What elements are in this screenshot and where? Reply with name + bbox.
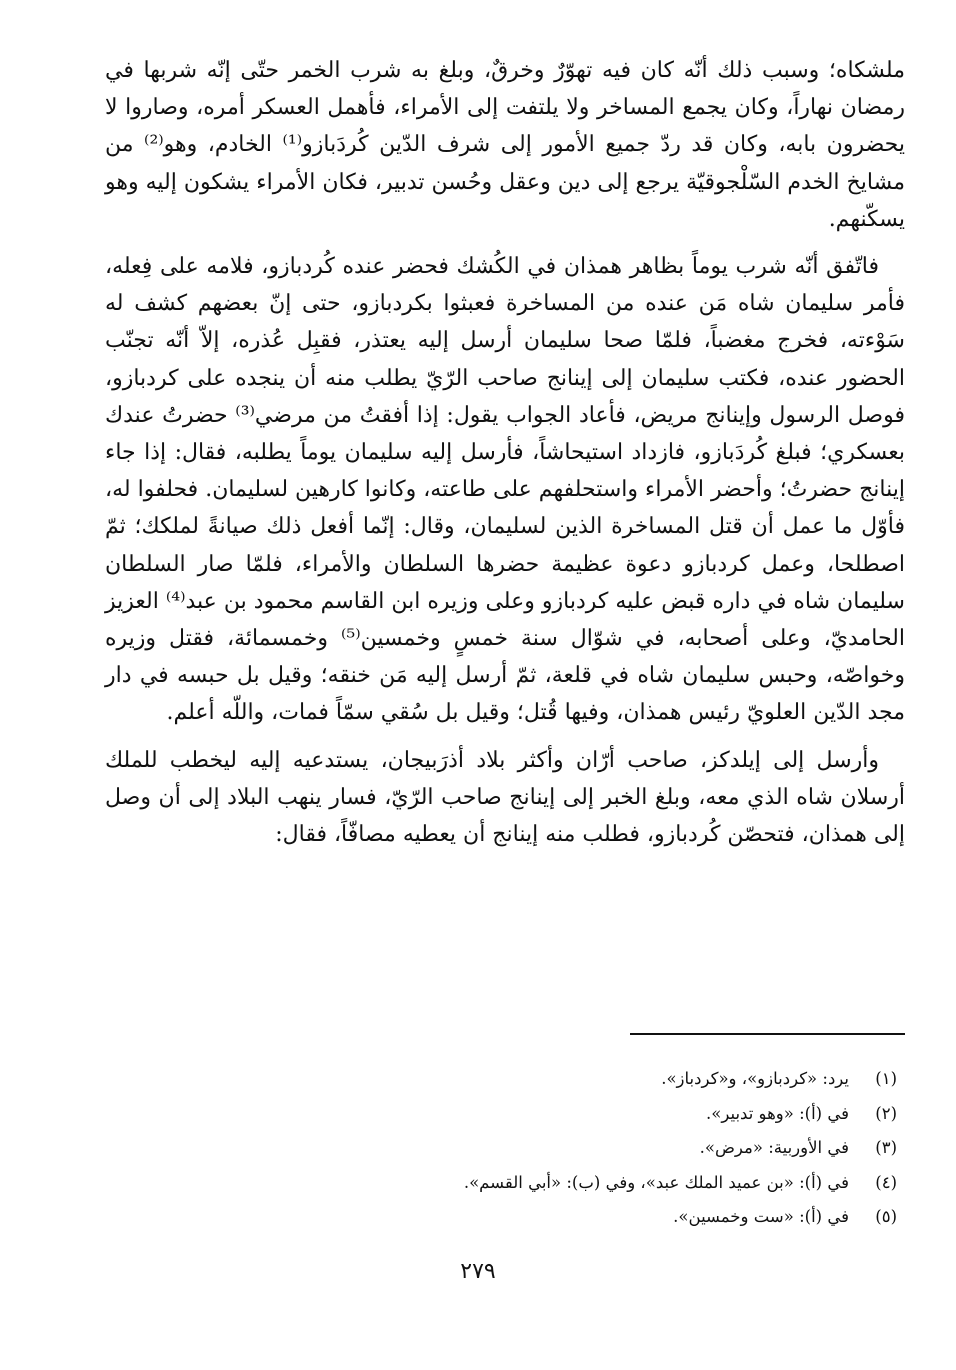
footnote-number: (٣) bbox=[875, 1138, 897, 1158]
book-page bbox=[105, 52, 905, 1352]
footnote-1 bbox=[105, 1062, 905, 1097]
page-number: ٢٧٩ bbox=[460, 1259, 496, 1284]
footnote-number: (٢) bbox=[875, 1103, 897, 1123]
footnotes bbox=[105, 1062, 905, 1235]
paragraph-2: فاتّفق أنّه شرب يوماً بظاهر همذان في الكُشك فحضر عنده كُردبازو، فلامه على فِعله، فأمر سليمان شاه مَن عنده من المساخرة فعبثوا بكردبازو، حتى إنّ بعضهم كشف له سَوْءته، فخرج مغضباً، فلمّا صحا سليمان أرسل إليه يعتذر، فقبِل عُذره، إلاّ أنّه تجنّب الحضور عنده، فكتب سليمان إلى إينانج صاحب الرّيّ يطلب منه أن ينجده على كردبازو، فوصل الرسول وإينانج مريض، فأعاد الجواب يقول: إذا أفقتُ من مرضي⁽³⁾ حضرتُ عندك بعسكري؛ فبلغ كُردَبازو، فازداد استيحاشاً، فأرسل إليه سليمان يوماً يطلبه، فقال: إذا جاء إينانج حضرتُ؛ وأحضر الأمراء واستحلفهم على طاعته، وكانوا كارهين لسليمان. فحلفوا له، فأوّل ما عمل أن قتل المساخرة الذين لسليمان، وقال: إنّما أفعل ذلك صيانةً لملكك؛ ثمّ اصطلحا، وعمل كردبازو دعوة عظيمة حضرها السلطان والأمراء، فلمّا صار السلطان سليمان شاه في داره قبض عليه كردبازو وعلى وزيره ابن القاسم محمود بن عبد⁽⁴⁾ العزيز الحامديّ، وعلى أصحابه، في شوّال سنة خمسٍ وخمسين⁽⁵⁾ وخمسمائة، فقتل وزيره وخواصّه، وحبس سليمان شاه في قلعة، ثمّ أرسل إليه مَن خنقه؛ وقيل بل حبسه في دار مجد الدّين العلويّ رئيس همذان، وفيها قُتل؛ وقيل بل سُقي سمّاً فمات، واللّه أعلم. bbox=[105, 254, 906, 726]
footnote-5 bbox=[105, 1200, 905, 1235]
footnote-text: في الأوربية: «مرض». bbox=[699, 1138, 849, 1158]
footnote-text: في (أ): «بن عميد الملك عبد»، وفي (ب): «أبي القسم». bbox=[463, 1172, 849, 1192]
paragraph-1: ملشكاه؛ وسبب ذلك أنّه كان فيه تهوّرٌ وخرقٌ، وبلغ به شرب الخمر حتّى إنّه شربها في رمضان نهاراً، وكان يجمع المساخر ولا يلتفت إلى الأمراء، فأهمل العسكر أمره، وصاروا لا يحضرون بابه، وكان قد ردّ جميع الأمور إلى شرف الدّين كُردَبازو⁽¹⁾ الخادم، وهو⁽²⁾ من مشايخ الخدم السّلْجوقيّة يرجع إلى دين وعقل وحُسن تدبير، فكان الأمراء يشكون إليه وهو يسكّنهم. bbox=[105, 58, 905, 232]
footnote-text: في (أ): «وهو تدبير». bbox=[706, 1103, 849, 1123]
paragraph-3: وأرسل إلى إيلدكز، صاحب أرّان وأكثر بلاد أذرَبيجان، يستدعيه إليه ليخطب للملك أرسلان شاه الذي معه، وبلغ الخبر إلى إينانج صاحب الرّيّ، فسار ينهب البلاد إلى أن وصل إلى همذان، فتحصّن كُردبازو، فطلب منه إينانج أن يعطيه مصافّاً، فقال: bbox=[105, 747, 905, 848]
footnote-number: (٤) bbox=[875, 1172, 897, 1192]
footnote-divider bbox=[630, 1033, 905, 1035]
footnote-number: (١) bbox=[875, 1069, 897, 1088]
footnote-4 bbox=[105, 1166, 905, 1201]
footnote-number: (٥) bbox=[875, 1207, 897, 1227]
footnote-3 bbox=[105, 1131, 905, 1166]
footnote-text: يرد: «كردبازو»، و«كردباز». bbox=[661, 1069, 849, 1088]
footnote-text: في (أ): «ست وخمسين». bbox=[673, 1207, 849, 1227]
footnote-2 bbox=[105, 1097, 905, 1132]
